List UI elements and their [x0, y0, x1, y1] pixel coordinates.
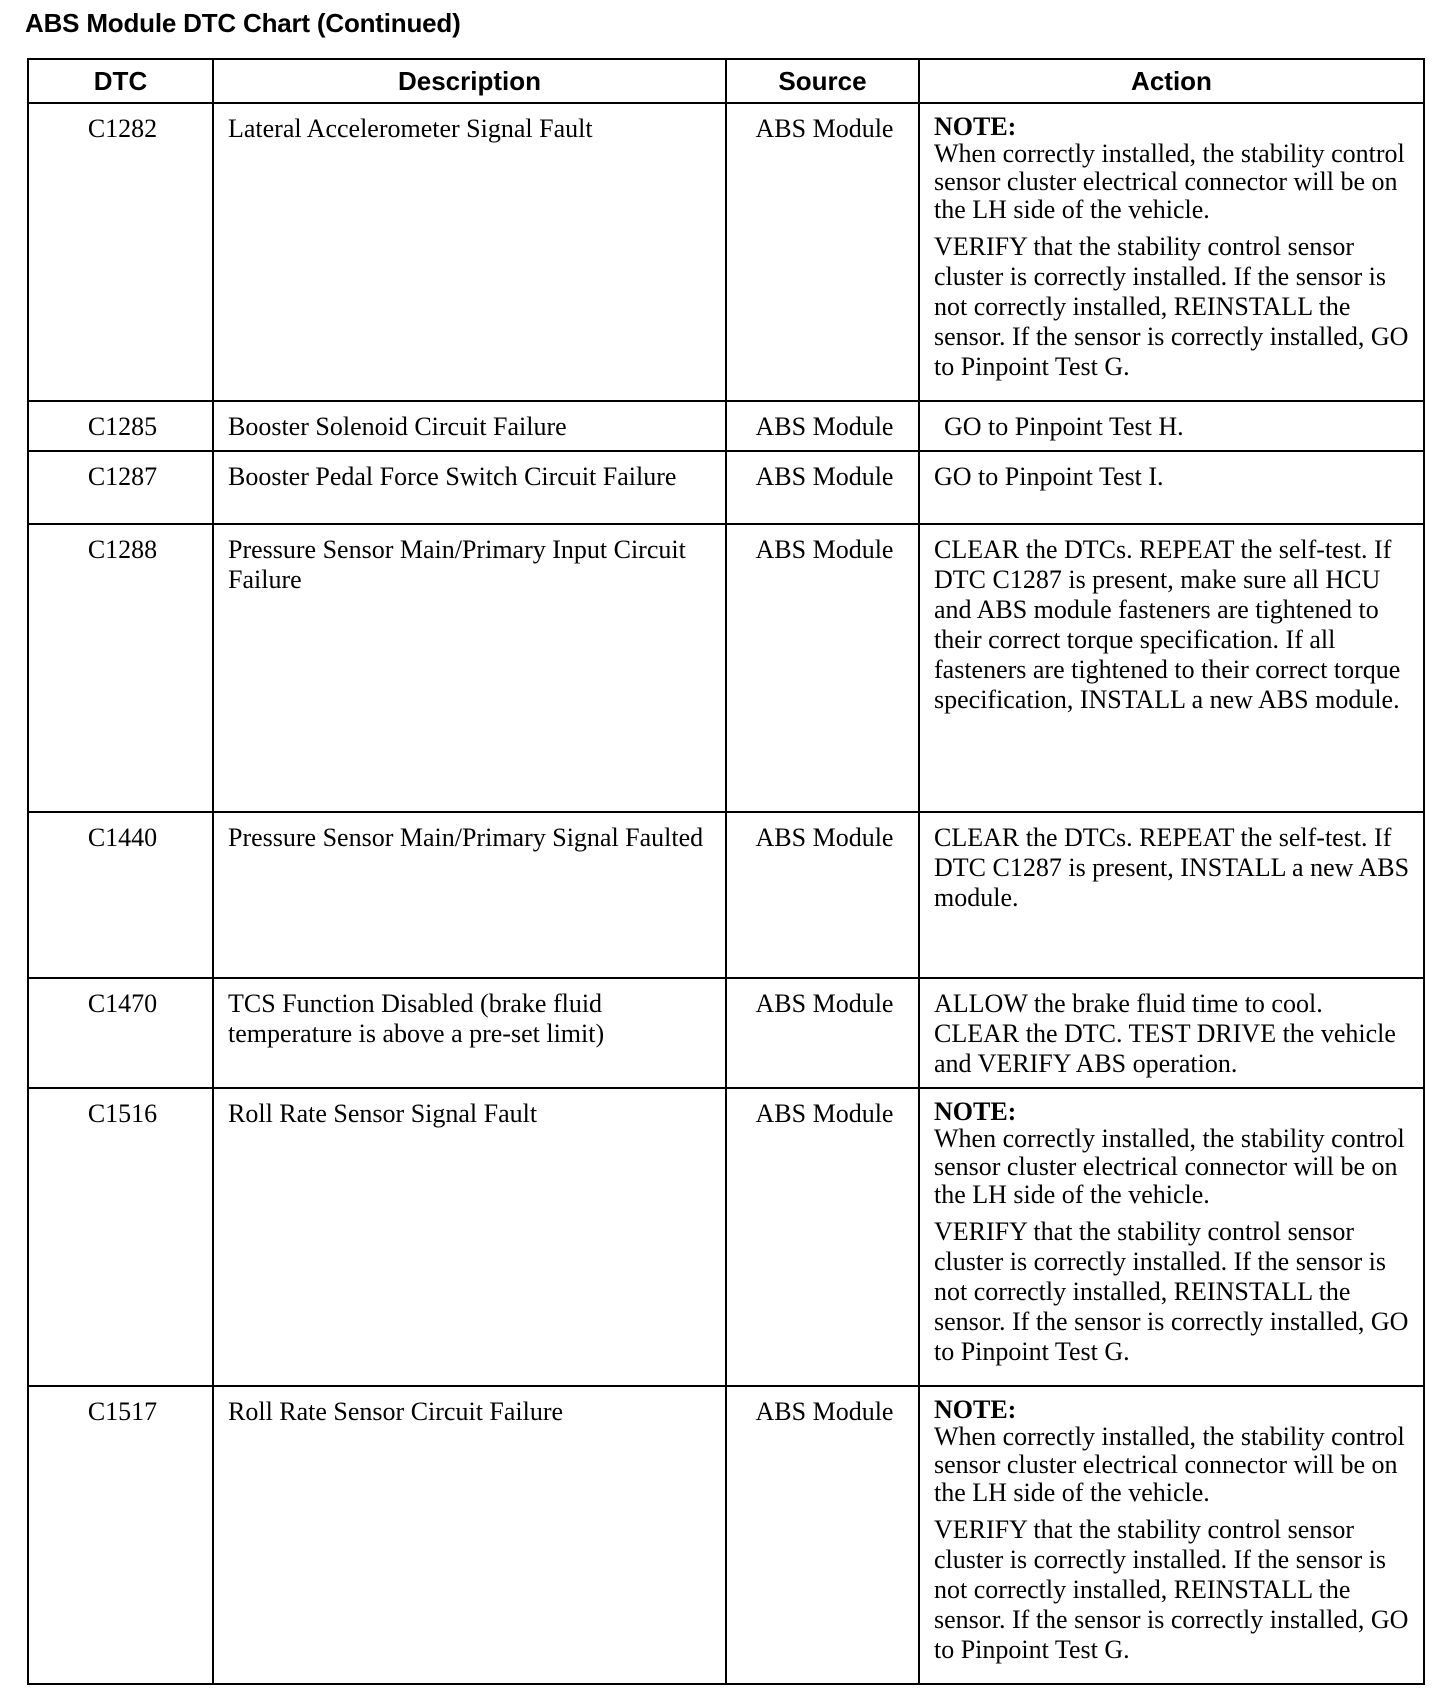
dtc-description: Booster Pedal Force Switch Circuit Failure — [213, 451, 726, 524]
note-text: When correctly installed, the stability control sensor cluster electrical connector will be on the LH side of the vehicle. — [934, 1124, 1405, 1209]
dtc-action — [919, 812, 1424, 978]
dtc-description: Booster Solenoid Circuit Failure — [213, 401, 726, 451]
dtc-source: ABS Module — [726, 1088, 919, 1386]
dtc-source: ABS Module — [726, 401, 919, 451]
table-row — [28, 451, 1424, 524]
dtc-code: C1287 — [28, 451, 213, 524]
dtc-source: ABS Module — [726, 103, 919, 401]
note-text: When correctly installed, the stability control sensor cluster electrical connector will be on the LH side of the vehicle. — [934, 1422, 1405, 1507]
table-row — [28, 401, 1424, 451]
dtc-action — [919, 103, 1424, 401]
table-row — [28, 103, 1424, 401]
action-text: VERIFY that the stability control sensor cluster is correctly installed. If the sensor is not correctly installed, REINSTALL the sensor. If the sensor is correctly installed, GO to Pinpoint Test G. — [934, 1217, 1409, 1366]
action-text: GO to Pinpoint Test I. — [934, 462, 1164, 491]
table-row — [28, 812, 1424, 978]
note-label: NOTE: — [934, 112, 1017, 141]
dtc-code: C1517 — [28, 1386, 213, 1684]
dtc-code: C1516 — [28, 1088, 213, 1386]
dtc-source: ABS Module — [726, 1386, 919, 1684]
dtc-description: Pressure Sensor Main/Primary Input Circuit Failure — [213, 524, 726, 812]
dtc-code: C1285 — [28, 401, 213, 451]
table-row — [28, 1088, 1424, 1386]
note-text: When correctly installed, the stability control sensor cluster electrical connector will be on the LH side of the vehicle. — [934, 139, 1405, 224]
dtc-action — [919, 1088, 1424, 1386]
dtc-source: ABS Module — [726, 812, 919, 978]
table-row — [28, 978, 1424, 1088]
dtc-action — [919, 451, 1424, 524]
dtc-description: Roll Rate Sensor Signal Fault — [213, 1088, 726, 1386]
column-header-action: Action — [919, 59, 1424, 103]
dtc-description: TCS Function Disabled (brake fluid temperature is above a pre-set limit) — [213, 978, 726, 1088]
action-text: ALLOW the brake fluid time to cool. CLEAR the DTC. TEST DRIVE the vehicle and VERIFY ABS operation. — [934, 989, 1396, 1078]
dtc-description: Pressure Sensor Main/Primary Signal Faulted — [213, 812, 726, 978]
dtc-source: ABS Module — [726, 524, 919, 812]
note-label: NOTE: — [934, 1395, 1017, 1424]
note-label: NOTE: — [934, 1097, 1017, 1126]
dtc-action — [919, 524, 1424, 812]
dtc-description: Roll Rate Sensor Circuit Failure — [213, 1386, 726, 1684]
action-text: CLEAR the DTCs. REPEAT the self-test. If DTC C1287 is present, make sure all HCU and ABS module fasteners are tightened to their correct torque specification. If all fasteners are tightened to their correct torque specification, INSTALL a new ABS module. — [934, 535, 1401, 714]
dtc-code: C1288 — [28, 524, 213, 812]
dtc-source: ABS Module — [726, 978, 919, 1088]
dtc-code: C1470 — [28, 978, 213, 1088]
dtc-table — [27, 58, 1425, 1685]
dtc-code: C1440 — [28, 812, 213, 978]
action-text: VERIFY that the stability control sensor cluster is correctly installed. If the sensor is not correctly installed, REINSTALL the sensor. If the sensor is correctly installed, GO to Pinpoint Test G. — [934, 1515, 1409, 1664]
table-row — [28, 1386, 1424, 1684]
column-header-source: Source — [726, 59, 919, 103]
dtc-action — [919, 978, 1424, 1088]
page-title: ABS Module DTC Chart (Continued) — [25, 8, 461, 38]
header-row — [28, 59, 1424, 103]
action-text: CLEAR the DTCs. REPEAT the self-test. If DTC C1287 is present, INSTALL a new ABS module. — [934, 823, 1410, 912]
action-text: GO to Pinpoint Test H. — [944, 412, 1184, 441]
table-row — [28, 524, 1424, 812]
dtc-code: C1282 — [28, 103, 213, 401]
dtc-source: ABS Module — [726, 451, 919, 524]
dtc-action — [919, 401, 1424, 451]
action-text: VERIFY that the stability control sensor cluster is correctly installed. If the sensor is not correctly installed, REINSTALL the sensor. If the sensor is correctly installed, GO to Pinpoint Test G. — [934, 232, 1409, 381]
dtc-description: Lateral Accelerometer Signal Fault — [213, 103, 726, 401]
column-header-dtc: DTC — [28, 59, 213, 103]
column-header-description: Description — [213, 59, 726, 103]
dtc-action — [919, 1386, 1424, 1684]
